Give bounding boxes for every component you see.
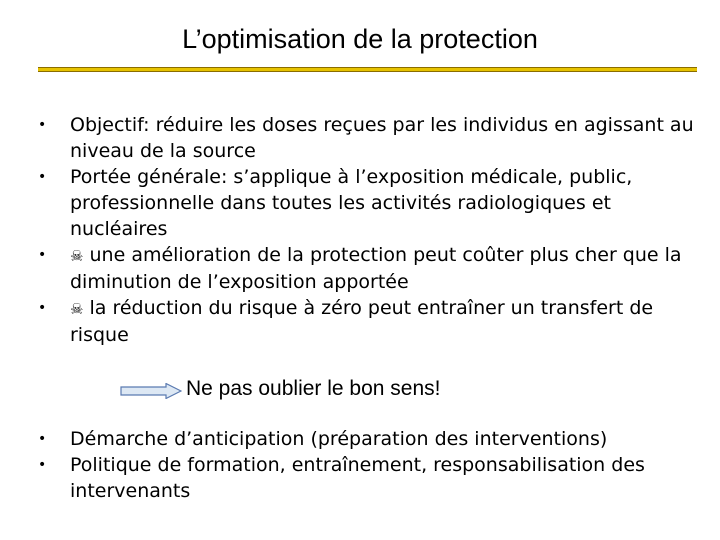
skull-icon: ☠: [70, 247, 84, 265]
bullet-text: la réduction du risque à zéro peut entraîner un transfert de risque: [70, 297, 654, 346]
bullet-item: [32, 295, 712, 348]
bullet-dot-icon: •: [38, 247, 47, 263]
bullet-item: [32, 426, 712, 452]
bullet-text: Portée générale: s’applique à l’exposition médicale, public, professionnelle dans toutes les activités radiologiques et nucléaires: [70, 166, 633, 240]
bullet-list-bottom: [32, 426, 712, 504]
bullet-text: Démarche d’anticipation (préparation des interventions): [70, 428, 608, 450]
bullet-list-top: [32, 112, 712, 348]
title-underline: [38, 67, 697, 72]
bullet-dot-icon: •: [38, 117, 47, 133]
bullet-dot-icon: •: [38, 457, 47, 473]
bullet-dot-icon: •: [38, 300, 47, 316]
bullet-item: [32, 242, 712, 295]
bullet-item: [32, 452, 712, 504]
bullet-text: Objectif: réduire les doses reçues par les individus en agissant au niveau de la source: [70, 114, 694, 162]
bullet-text: une amélioration de la protection peut coûter plus cher que la diminution de l’exposition apportée: [70, 244, 682, 293]
conclusion-text: Ne pas oublier le bon sens!: [186, 377, 441, 400]
bullet-dot-icon: •: [38, 169, 47, 185]
skull-icon: ☠: [70, 300, 84, 318]
slide-title: L’optimisation de la protection: [182, 24, 538, 54]
conclusion-row: [120, 375, 520, 405]
bullet-dot-icon: •: [38, 431, 47, 447]
bullet-item: [32, 112, 712, 164]
bullet-text: Politique de formation, entraînement, responsabilisation des intervenants: [70, 454, 645, 502]
right-arrow-icon: [120, 383, 182, 399]
bullet-item: [32, 164, 712, 242]
